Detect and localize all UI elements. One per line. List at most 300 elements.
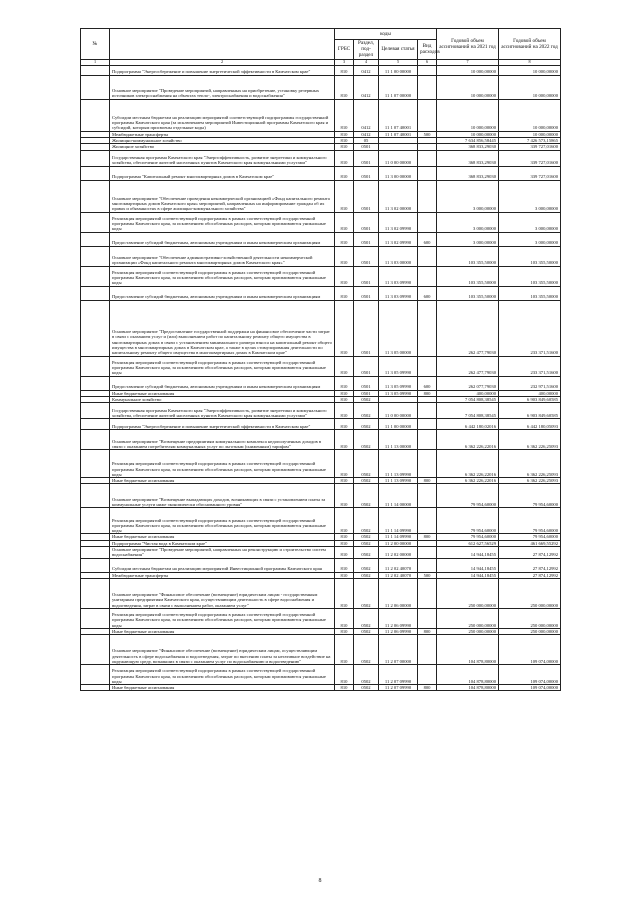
target-article-cell: 11 2 06 09990 [379, 628, 418, 634]
grbs-cell: 810 [335, 419, 354, 430]
volume-2022-cell: 232 971,51600 [499, 376, 561, 390]
target-article-cell: 11 1 14 00000 [379, 484, 418, 508]
table-row [81, 665, 561, 685]
volume-2022-cell: 400,00000 [499, 390, 561, 396]
expense-type-cell [418, 246, 437, 266]
item-name-cell: Основное мероприятие "Проведение мероприятий, направленных на приобретение, установку резервных источников электроснабжения на объектах тепло-, электроснабжения и водоснабжения" [110, 75, 335, 99]
index-cell: 2 [110, 59, 335, 65]
target-article-cell: 11 3 03 00000 [379, 246, 418, 266]
section-cell: 0502 [354, 578, 379, 608]
table-row [81, 300, 561, 356]
num-cell [81, 356, 110, 376]
item-name-cell: Субсидии местным бюджетам на реализацию мероприятий Инвестиционной программы Камчатского края [110, 558, 335, 572]
volume-2022-cell: 6 903 849,60585 [499, 396, 561, 402]
num-cell [81, 419, 110, 430]
num-cell [81, 376, 110, 390]
num-cell [81, 608, 110, 628]
target-article-cell: 11 3 03 09990 [379, 286, 418, 300]
num-cell [81, 166, 110, 180]
expense-type-cell [418, 65, 437, 75]
index-cell: 4 [354, 59, 379, 65]
num-cell [81, 558, 110, 572]
item-name-cell: Основное мероприятие "Обеспечение административно-хозяйственной деятельности некоммерческой организации «Фонд капитального ремонта многоквартирных домов Камчатского края»" [110, 246, 335, 266]
item-name-cell: Государственная программа Камчатского края "Энергоэффективность, развитие энергетики и коммунального хозяйства, обеспечение жителей населенных пунктов Камчатского края коммунальными услугами" [110, 403, 335, 419]
item-name-cell: Предоставление субсидий бюджетным, автономным учреждениям и иным некоммерческим организациям [110, 376, 335, 390]
volume-2022-cell: 109 074,00000 [499, 685, 561, 691]
target-article-cell: 11 3 03 09990 [379, 266, 418, 286]
volume-2022-cell: 10 000,00000 [499, 99, 561, 131]
section-cell: 0502 [354, 403, 379, 419]
target-article-cell: 11 1 00 00000 [379, 419, 418, 430]
grbs-cell: 810 [335, 212, 354, 232]
volume-2021-cell: 3 000,00000 [437, 232, 499, 246]
num-cell [81, 99, 110, 131]
grbs-cell: 810 [335, 356, 354, 376]
volume-2022-cell: 7 426 573,15865 [499, 137, 561, 143]
volume-2022-cell: 6 362 226,25093 [499, 478, 561, 484]
expense-type-cell [418, 99, 437, 131]
volume-2021-cell: 262 477,79030 [437, 356, 499, 376]
header-name [110, 29, 335, 60]
volume-2022-cell: 103 355,50000 [499, 246, 561, 266]
expense-type-cell: 600 [418, 286, 437, 300]
section-cell: 0502 [354, 665, 379, 685]
expense-type-cell [418, 180, 437, 212]
item-name-cell: Иные бюджетные ассигнования [110, 685, 335, 691]
volume-2021-cell: 10 000,00000 [437, 131, 499, 137]
grbs-cell: 810 [335, 578, 354, 608]
grbs-cell: 810 [335, 534, 354, 540]
num-cell [81, 180, 110, 212]
section-cell: 0501 [354, 356, 379, 376]
table-row [81, 166, 561, 180]
target-article-cell: 11 1 13 09990 [379, 478, 418, 484]
page-number: 8 [318, 878, 322, 884]
section-cell: 0502 [354, 635, 379, 665]
header-num: № [81, 29, 110, 60]
grbs-cell: 810 [335, 484, 354, 508]
item-name-cell: Субсидии местным бюджетам на реализацию мероприятий соответствующей подпрограммы государственной программы Камчатского края (за исключением мероприятий Инвестиционной программы Камчатского края и субсидий, которым присвоены отдельные коды) [110, 99, 335, 131]
section-cell: 0502 [354, 546, 379, 558]
item-name-cell: Жилищно-коммунальное хозяйство [110, 137, 335, 143]
target-article-cell: 11 2 06 00000 [379, 578, 418, 608]
num-cell [81, 403, 110, 419]
expense-type-cell [418, 508, 437, 534]
header-expense-type: Вид расходов [418, 40, 437, 60]
num-cell [81, 685, 110, 691]
section-cell: 0501 [354, 144, 379, 150]
expense-type-cell [418, 558, 437, 572]
item-name-cell: Реализация мероприятий соответствующей подпрограммы в рамках соответствующей государственной программы Камчатского края, за исключением обособленных расходов, которым присваиваются уникальные коды [110, 212, 335, 232]
item-name-cell: Подпрограмма "Энергосбережение и повышение энергетической эффективности в Камчатском крае" [110, 65, 335, 75]
volume-2021-cell: 368 833,29030 [437, 150, 499, 166]
header-volume-2021: Годовой объем ассигнований на 2021 год [437, 29, 499, 60]
num-cell [81, 546, 110, 558]
section-cell: 0501 [354, 232, 379, 246]
section-cell: 0501 [354, 166, 379, 180]
table-row [81, 484, 561, 508]
volume-2021-cell: 3 000,00000 [437, 212, 499, 232]
section-cell: 0501 [354, 246, 379, 266]
expense-type-cell [418, 166, 437, 180]
section-cell: 0502 [354, 396, 379, 402]
table-row [81, 403, 561, 419]
table-row [81, 75, 561, 99]
volume-2021-cell: 14 944,18455 [437, 572, 499, 578]
table-row [81, 180, 561, 212]
item-name-cell: Иные бюджетные ассигнования [110, 390, 335, 396]
table-row [81, 430, 561, 450]
volume-2021-cell: 368 833,29030 [437, 144, 499, 150]
grbs-cell: 810 [335, 286, 354, 300]
grbs-cell: 810 [335, 396, 354, 402]
header-target-article: Целевая статья [379, 40, 418, 60]
volume-2022-cell: 6 362 226,25093 [499, 450, 561, 478]
item-name-cell: Реализация мероприятий соответствующей подпрограммы в рамках соответствующей государственной программы Камчатского края, за исключением обособленных расходов, которым присваиваются уникальные коды [110, 665, 335, 685]
volume-2021-cell: 10 000,00000 [437, 75, 499, 99]
volume-2021-cell: 400,00000 [437, 390, 499, 396]
target-article-cell: 11 1 14 09990 [379, 508, 418, 534]
table-row [81, 608, 561, 628]
grbs-cell: 810 [335, 232, 354, 246]
expense-type-cell [418, 212, 437, 232]
section-cell: 0501 [354, 212, 379, 232]
table-row [81, 150, 561, 166]
item-name-cell: Реализация мероприятий соответствующей подпрограммы в рамках соответствующей государственной программы Камчатского края, за исключением обособленных расходов, которым присваиваются уникальные коды [110, 508, 335, 534]
volume-2022-cell: 250 000,00000 [499, 628, 561, 634]
expense-type-cell [418, 578, 437, 608]
table-row [81, 212, 561, 232]
grbs-cell: 810 [335, 180, 354, 212]
target-article-cell: 11 1 14 09990 [379, 534, 418, 540]
expense-type-cell: 600 [418, 232, 437, 246]
volume-2021-cell: 612 627,56529 [437, 540, 499, 546]
expense-type-cell: 800 [418, 685, 437, 691]
volume-2022-cell: 10 000,00000 [499, 65, 561, 75]
item-name-cell: Подпрограмма "Энергосбережение и повышение энергетической эффективности в Камчатском крае" [110, 419, 335, 430]
num-cell [81, 665, 110, 685]
grbs-cell: 810 [335, 540, 354, 546]
volume-2021-cell: 79 954,60000 [437, 534, 499, 540]
item-name-cell: Предоставление субсидий бюджетным, автономным учреждениям и иным некоммерческим организациям [110, 286, 335, 300]
volume-2021-cell: 6 442 180,02016 [437, 419, 499, 430]
table-row [81, 286, 561, 300]
expense-type-cell [418, 430, 437, 450]
volume-2022-cell: 27 874,12992 [499, 572, 561, 578]
num-cell [81, 578, 110, 608]
header-volume-2022: Годовой объем ассигнований на 2022 год [499, 29, 561, 60]
target-article-cell: 11 2 02 40070 [379, 558, 418, 572]
target-article-cell: 11 0 00 00000 [379, 150, 418, 166]
grbs-cell: 810 [335, 131, 354, 137]
expense-type-cell: 600 [418, 376, 437, 390]
index-cell: 7 [437, 59, 499, 65]
section-cell: 0501 [354, 180, 379, 212]
volume-2021-cell: 79 954,60000 [437, 484, 499, 508]
num-cell [81, 300, 110, 356]
target-article-cell: 11 1 07 00000 [379, 75, 418, 99]
section-cell: 0502 [354, 534, 379, 540]
volume-2022-cell: 233 371,51600 [499, 356, 561, 376]
volume-2021-cell: 250 000,00000 [437, 578, 499, 608]
grbs-cell: 810 [335, 572, 354, 578]
target-article-cell: 11 0 00 00000 [379, 403, 418, 419]
volume-2022-cell: 103 355,50000 [499, 266, 561, 286]
item-name-cell: Подпрограмма "Чистая вода в Камчатском крае" [110, 540, 335, 546]
grbs-cell: 810 [335, 390, 354, 396]
expense-type-cell [418, 300, 437, 356]
volume-2021-cell: 14 944,18455 [437, 558, 499, 572]
table-row [81, 419, 561, 430]
table-row [81, 450, 561, 478]
index-cell: 3 [335, 59, 354, 65]
grbs-cell: 810 [335, 150, 354, 166]
section-cell: 0502 [354, 540, 379, 546]
item-name-cell: Основное мероприятие "Возмещение предприятиям коммунального комплекса недополученных доходов в связи с оказанием потребителям коммунальных услуг по льготным (сниженным) тарифам" [110, 430, 335, 450]
expense-type-cell [418, 484, 437, 508]
volume-2021-cell: 104 878,80000 [437, 685, 499, 691]
index-cell: 8 [499, 59, 561, 65]
volume-2021-cell: 6 362 226,22016 [437, 450, 499, 478]
section-cell: 0412 [354, 65, 379, 75]
target-article-cell: 11 3 05 00000 [379, 300, 418, 356]
volume-2021-cell: 104 878,80000 [437, 635, 499, 665]
grbs-cell: 810 [335, 478, 354, 484]
volume-2021-cell: 262 477,79030 [437, 300, 499, 356]
num-cell [81, 232, 110, 246]
table-row [81, 685, 561, 691]
budget-table-sheet [80, 28, 560, 691]
table-row [81, 232, 561, 246]
volume-2021-cell: 103 355,50000 [437, 246, 499, 266]
grbs-cell: 810 [335, 608, 354, 628]
header-codes-group: коды [335, 29, 437, 40]
volume-2021-cell: 6 362 226,22016 [437, 430, 499, 450]
grbs-cell: 810 [335, 628, 354, 634]
item-name-cell: Основное мероприятие "Возмещение выпадающих доходов, возникающих в связи с установлением платы за коммунальные услуги ниже экономически обоснованного уровня" [110, 484, 335, 508]
target-article-cell: 11 2 07 09990 [379, 685, 418, 691]
item-name-cell: Основное мероприятие "Проведение мероприятий, направленных на реконструкцию и строительство систем водоснабжения" [110, 546, 335, 558]
target-article-cell: 11 1 07 40001 [379, 99, 418, 131]
section-cell: 0412 [354, 99, 379, 131]
volume-2022-cell: 79 954,60000 [499, 508, 561, 534]
volume-2022-cell: 6 442 180,05093 [499, 419, 561, 430]
num-cell [81, 65, 110, 75]
target-article-cell: 11 2 07 00000 [379, 635, 418, 665]
section-cell: 0502 [354, 430, 379, 450]
volume-2022-cell: 339 727,01600 [499, 166, 561, 180]
expense-type-cell [418, 546, 437, 558]
item-name-cell: Межбюджетные трансферты [110, 572, 335, 578]
item-name-cell: Реализация мероприятий соответствующей подпрограммы в рамках соответствующей государственной программы Камчатского края, за исключением обособленных расходов, которым присваиваются уникальные коды [110, 608, 335, 628]
section-cell: 0502 [354, 558, 379, 572]
item-name-cell: Основное мероприятие "Предоставление государственной поддержки на финансовое обеспечение части затрат в связи с оказанием услуг и (или) выполнением работ по капитальному ремонту общего имущества в многоквартирных домах в связи с установлением минимального размера взноса на капитальный ремонт общего имущества в многоквартирных домах в Камчатском крае, а также в целях стимулирования деятельности по капитальному ремонту общего имущества в многоквартирных домах в Камчатском крае" [110, 300, 335, 356]
grbs-cell: 810 [335, 75, 354, 99]
target-article-cell: 11 2 07 09990 [379, 665, 418, 685]
table-row [81, 376, 561, 390]
section-cell: 0502 [354, 685, 379, 691]
volume-2022-cell: 461 669,55292 [499, 540, 561, 546]
grbs-cell: 810 [335, 99, 354, 131]
table-row [81, 508, 561, 534]
section-cell: 0502 [354, 628, 379, 634]
target-article-cell: 11 3 02 09990 [379, 232, 418, 246]
table-row [81, 356, 561, 376]
target-article-cell: 11 2 02 00000 [379, 546, 418, 558]
item-name-cell: Межбюджетные трансферты [110, 131, 335, 137]
expense-type-cell: 800 [418, 534, 437, 540]
table-row [81, 635, 561, 665]
expense-type-cell: 800 [418, 390, 437, 396]
grbs-cell: 810 [335, 508, 354, 534]
volume-2021-cell: 103 355,50000 [437, 266, 499, 286]
volume-2022-cell: 250 000,00000 [499, 608, 561, 628]
target-article-cell: 11 2 06 09990 [379, 608, 418, 628]
grbs-cell: 810 [335, 246, 354, 266]
expense-type-cell [418, 419, 437, 430]
table-body [81, 59, 561, 691]
item-name-cell: Основное мероприятие "Обеспечение проведения некоммерческой организацией «Фонд капитального ремонта многоквартирных домов Камчатского края» мероприятий, направленных на информирование граждан об их правах и обязанностях в сфере жилищно-коммунального хозяйства" [110, 180, 335, 212]
num-cell [81, 430, 110, 450]
section-cell: 0502 [354, 508, 379, 534]
volume-2022-cell: 103 355,50000 [499, 286, 561, 300]
num-cell [81, 150, 110, 166]
target-article-cell: 11 3 02 00000 [379, 180, 418, 212]
num-cell [81, 484, 110, 508]
grbs-cell: 810 [335, 166, 354, 180]
budget-table [80, 28, 561, 691]
volume-2022-cell: 339 727,01600 [499, 150, 561, 166]
target-article-cell: 11 3 00 00000 [379, 166, 418, 180]
item-name-cell: Иные бюджетные ассигнования [110, 534, 335, 540]
volume-2021-cell: 250 000,00000 [437, 608, 499, 628]
expense-type-cell [418, 266, 437, 286]
index-cell: 6 [418, 59, 437, 65]
expense-type-cell [418, 403, 437, 419]
volume-2021-cell: 3 000,00000 [437, 180, 499, 212]
volume-2021-cell: 7 054 808,38545 [437, 396, 499, 402]
volume-2022-cell: 27 874,12992 [499, 558, 561, 572]
target-article-cell: 11 2 00 00000 [379, 540, 418, 546]
volume-2022-cell: 250 000,00000 [499, 578, 561, 608]
num-cell [81, 266, 110, 286]
section-cell: 0502 [354, 419, 379, 430]
expense-type-cell [418, 665, 437, 685]
grbs-cell: 810 [335, 635, 354, 665]
grbs-cell: 810 [335, 137, 354, 143]
volume-2021-cell: 10 000,00000 [437, 65, 499, 75]
grbs-cell: 810 [335, 376, 354, 390]
grbs-cell: 810 [335, 300, 354, 356]
volume-2021-cell: 368 833,29030 [437, 166, 499, 180]
volume-2021-cell: 262 077,79030 [437, 376, 499, 390]
expense-type-cell: 500 [418, 572, 437, 578]
item-name-cell: Жилищное хозяйство [110, 144, 335, 150]
volume-2021-cell: 6 362 226,22016 [437, 478, 499, 484]
volume-2022-cell: 79 954,60000 [499, 534, 561, 540]
table-row [81, 65, 561, 75]
expense-type-cell [418, 75, 437, 99]
num-cell [81, 75, 110, 99]
section-cell: 0501 [354, 286, 379, 300]
volume-2022-cell: 3 000,00000 [499, 232, 561, 246]
volume-2022-cell: 10 000,00000 [499, 75, 561, 99]
table-row [81, 558, 561, 572]
section-cell: 0502 [354, 608, 379, 628]
section-cell: 0502 [354, 478, 379, 484]
expense-type-cell [418, 635, 437, 665]
index-cell: 5 [379, 59, 418, 65]
expense-type-cell [418, 356, 437, 376]
table-row [81, 266, 561, 286]
section-cell: 0501 [354, 376, 379, 390]
volume-2022-cell: 6 903 849,60585 [499, 403, 561, 419]
num-cell [81, 508, 110, 534]
volume-2022-cell: 27 874,12992 [499, 546, 561, 558]
header-section: Раздел, под-раздел [354, 40, 379, 60]
volume-2021-cell: 7 054 808,38545 [437, 403, 499, 419]
volume-2022-cell: 3 000,00000 [499, 180, 561, 212]
volume-2021-cell: 250 000,00000 [437, 628, 499, 634]
target-article-cell: 11 3 05 09990 [379, 356, 418, 376]
item-name-cell: Иные бюджетные ассигнования [110, 628, 335, 634]
grbs-cell: 810 [335, 430, 354, 450]
section-cell: 0502 [354, 484, 379, 508]
expense-type-cell: 800 [418, 478, 437, 484]
volume-2022-cell: 233 371,51600 [499, 300, 561, 356]
num-cell [81, 246, 110, 266]
item-name-cell: Реализация мероприятий соответствующей подпрограммы в рамках соответствующей государственной программы Камчатского края, за исключением обособленных расходов, которым присваиваются уникальные коды [110, 450, 335, 478]
volume-2022-cell: 79 954,60000 [499, 484, 561, 508]
expense-type-cell [418, 450, 437, 478]
target-article-cell: 11 3 05 09990 [379, 376, 418, 390]
grbs-cell: 810 [335, 450, 354, 478]
target-article-cell: 11 2 02 40070 [379, 572, 418, 578]
num-cell [81, 635, 110, 665]
item-name-cell: Иные бюджетные ассигнования [110, 478, 335, 484]
header-grbs: ГРБС [335, 40, 354, 60]
table-header [81, 29, 561, 60]
num-cell [81, 450, 110, 478]
item-name-cell: Реализация мероприятий соответствующей подпрограммы в рамках соответствующей государственной программы Камчатского края, за исключением обособленных расходов, которым присваиваются уникальные коды [110, 266, 335, 286]
grbs-cell: 810 [335, 665, 354, 685]
section-cell: 0501 [354, 300, 379, 356]
volume-2022-cell: 109 074,00000 [499, 635, 561, 665]
volume-2022-cell: 109 074,00000 [499, 665, 561, 685]
expense-type-cell: 800 [418, 628, 437, 634]
item-name-cell: Основное мероприятие "Финансовое обеспечение (возмещение) юридическим лицам, осуществляющим деятельность в сфере водоснабжения и водоотведения, затрат по внесению платы за негативное воздействие на окружающую среду, возникших в связи с оказанием услуг по водоснабжению и водоотведению" [110, 635, 335, 665]
section-cell: 0412 [354, 75, 379, 99]
grbs-cell: 810 [335, 144, 354, 150]
item-name-cell: Предоставление субсидий бюджетным, автономным учреждениям и иным некоммерческим организациям [110, 232, 335, 246]
section-cell: 0502 [354, 572, 379, 578]
item-name-cell: Подпрограмма "Капитальный ремонт многоквартирных домов в Камчатском крае" [110, 166, 335, 180]
target-article-cell: 11 3 02 09990 [379, 212, 418, 232]
volume-2022-cell: 339 727,01600 [499, 144, 561, 150]
grbs-cell: 810 [335, 403, 354, 419]
section-cell: 0501 [354, 390, 379, 396]
grbs-cell: 810 [335, 65, 354, 75]
volume-2021-cell: 79 954,60000 [437, 508, 499, 534]
table-row [81, 246, 561, 266]
num-cell [81, 286, 110, 300]
item-name-cell: Коммунальное хозяйство [110, 396, 335, 402]
section-cell: 0501 [354, 150, 379, 166]
target-article-cell: 11 3 05 09990 [379, 390, 418, 396]
volume-2022-cell: 6 362 226,25093 [499, 430, 561, 450]
table-row [81, 99, 561, 131]
grbs-cell: 810 [335, 685, 354, 691]
